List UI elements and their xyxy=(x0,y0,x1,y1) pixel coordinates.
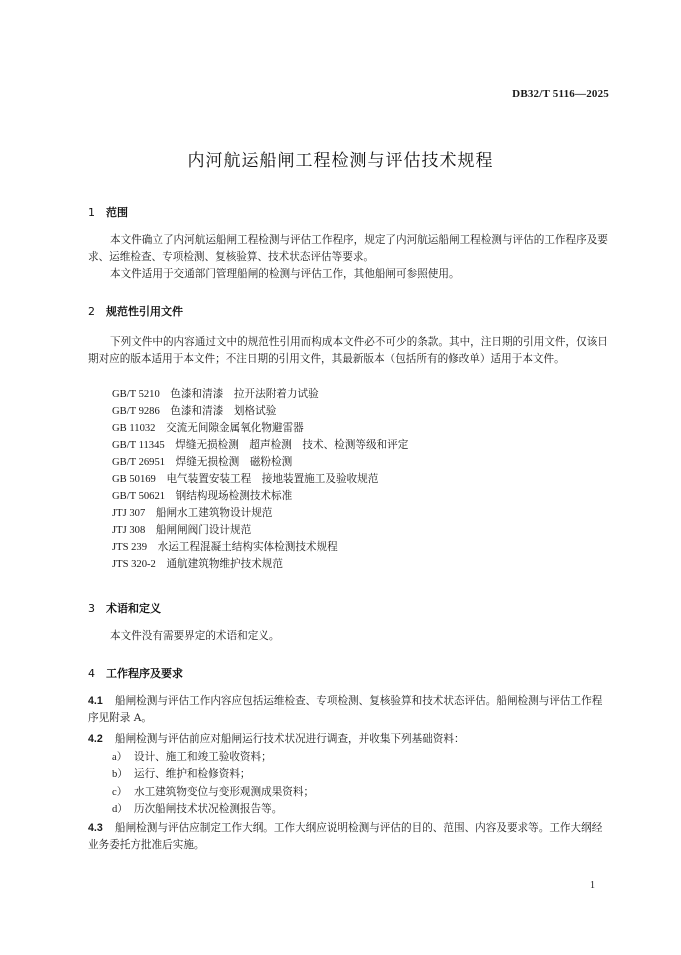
section-title: 范围 xyxy=(106,206,128,219)
reference-code: JTS 239 xyxy=(112,542,148,553)
paragraph: 本文件适用于交通部门管理船闸的检测与评估工作，其他船闸可参照使用。 xyxy=(110,268,460,280)
reference-name: 钢结构现场检测技术标准 xyxy=(175,490,293,502)
section-heading-scope xyxy=(88,204,128,220)
reference-name: 焊缝无损检测 超声检测 技术、检测等级和评定 xyxy=(175,439,409,451)
section-heading-normative-references xyxy=(88,303,183,319)
page-number: 1 xyxy=(590,880,595,891)
reference-name: 通航建筑物维护技术规范 xyxy=(166,558,283,570)
reference-item xyxy=(112,437,408,454)
clause-number: 4.2 xyxy=(88,733,103,745)
paragraph: 本文件没有需要界定的术语和定义。 xyxy=(110,630,280,642)
reference-name: 色漆和清漆 划格试验 xyxy=(170,405,277,417)
list-item-label: a） xyxy=(112,752,128,763)
reference-code: JTJ 307 xyxy=(112,508,146,519)
reference-item xyxy=(112,522,251,539)
reference-item xyxy=(112,556,283,573)
section-heading-work-procedure xyxy=(88,665,183,681)
reference-item xyxy=(112,386,319,403)
list-item xyxy=(112,801,282,818)
reference-name: 交流无间隙金属氧化物避雷器 xyxy=(166,422,304,434)
reference-code: GB/T 26951 xyxy=(112,457,166,468)
reference-name: 焊缝无损检测 磁粉检测 xyxy=(175,456,293,468)
list-item xyxy=(112,749,272,766)
section-title: 规范性引用文件 xyxy=(106,305,183,318)
list-item-label: b） xyxy=(112,769,128,780)
document-code: DB32/T 5116—2025 xyxy=(512,88,609,100)
clause-4-3 xyxy=(88,820,608,854)
document-title: 内河航运船闸工程检测与评估技术规程 xyxy=(187,151,494,171)
reference-name: 船闸水工建筑物设计规范 xyxy=(155,507,273,519)
reference-name: 电气装置安装工程 接地装置施工及验收规范 xyxy=(166,473,379,485)
list-item xyxy=(112,784,314,801)
reference-code: GB 50169 xyxy=(112,474,156,485)
reference-name: 水运工程混凝土结构实体检测技术规程 xyxy=(157,541,338,553)
list-item-text: 设计、施工和竣工验收资料； xyxy=(134,751,272,763)
reference-name: 色漆和清漆 拉开法附着力试验 xyxy=(170,388,319,400)
reference-item xyxy=(112,488,292,505)
clause-4-1 xyxy=(88,693,608,727)
reference-code: JTS 320-2 xyxy=(112,559,156,570)
list-item xyxy=(112,766,251,783)
reference-item xyxy=(112,420,304,437)
section-title: 工作程序及要求 xyxy=(106,667,183,680)
reference-code: GB 11032 xyxy=(112,423,156,434)
clause-number: 4.1 xyxy=(88,695,103,707)
clause-4-2 xyxy=(88,731,608,748)
reference-item xyxy=(112,505,272,522)
clause-text: 船闸检测与评估工作内容应包括运维检查、专项检测、复核验算和技术状态评估。船闸检测与评估工作程序见附录 A。 xyxy=(88,695,603,724)
reference-item xyxy=(112,403,276,420)
reference-name: 船闸闸阀门设计规范 xyxy=(155,524,252,536)
section-number: 2 xyxy=(88,305,95,318)
list-item-text: 历次船闸技术状况检测报告等。 xyxy=(134,803,283,815)
reference-item xyxy=(112,454,292,471)
section-number: 1 xyxy=(88,206,95,219)
clause-text: 船闸检测与评估应制定工作大纲。工作大纲应说明检测与评估的目的、范围、内容及要求等。工作大纲经业务委托方批准后实施。 xyxy=(88,822,603,851)
list-item-label: d） xyxy=(112,804,128,815)
reference-item xyxy=(112,471,378,488)
list-item-text: 运行、维护和检修资料； xyxy=(134,768,251,780)
reference-code: GB/T 11345 xyxy=(112,440,165,451)
reference-code: GB/T 5210 xyxy=(112,389,160,400)
reference-code: JTJ 308 xyxy=(112,525,146,536)
clause-text: 船闸检测与评估前应对船闸运行技术状况进行调查，并收集下列基础资料： xyxy=(115,733,465,745)
reference-code: GB/T 9286 xyxy=(112,406,160,417)
section-heading-terms xyxy=(88,600,161,616)
clause-number: 4.3 xyxy=(88,822,103,834)
paragraph: 本文件确立了内河航运船闸工程检测与评估工作程序，规定了内河航运船闸工程检测与评估的工作程序及要求、运维检查、专项检测、复核验算、技术状态评估等要求。 xyxy=(88,234,608,263)
section-title: 术语和定义 xyxy=(106,602,161,615)
list-item-text: 水工建筑物变位与变形观测成果资料； xyxy=(134,786,315,798)
reference-item xyxy=(112,539,338,556)
section-number: 4 xyxy=(88,667,95,680)
section-number: 3 xyxy=(88,602,95,615)
paragraph: 下列文件中的内容通过文中的规范性引用而构成本文件必不可少的条款。其中，注日期的引用文件，仅该日期对应的版本适用于本文件；不注日期的引用文件，其最新版本（包括所有的修改单）适用于本文件。 xyxy=(88,336,608,365)
list-item-label: c） xyxy=(112,787,128,798)
reference-code: GB/T 50621 xyxy=(112,491,166,502)
